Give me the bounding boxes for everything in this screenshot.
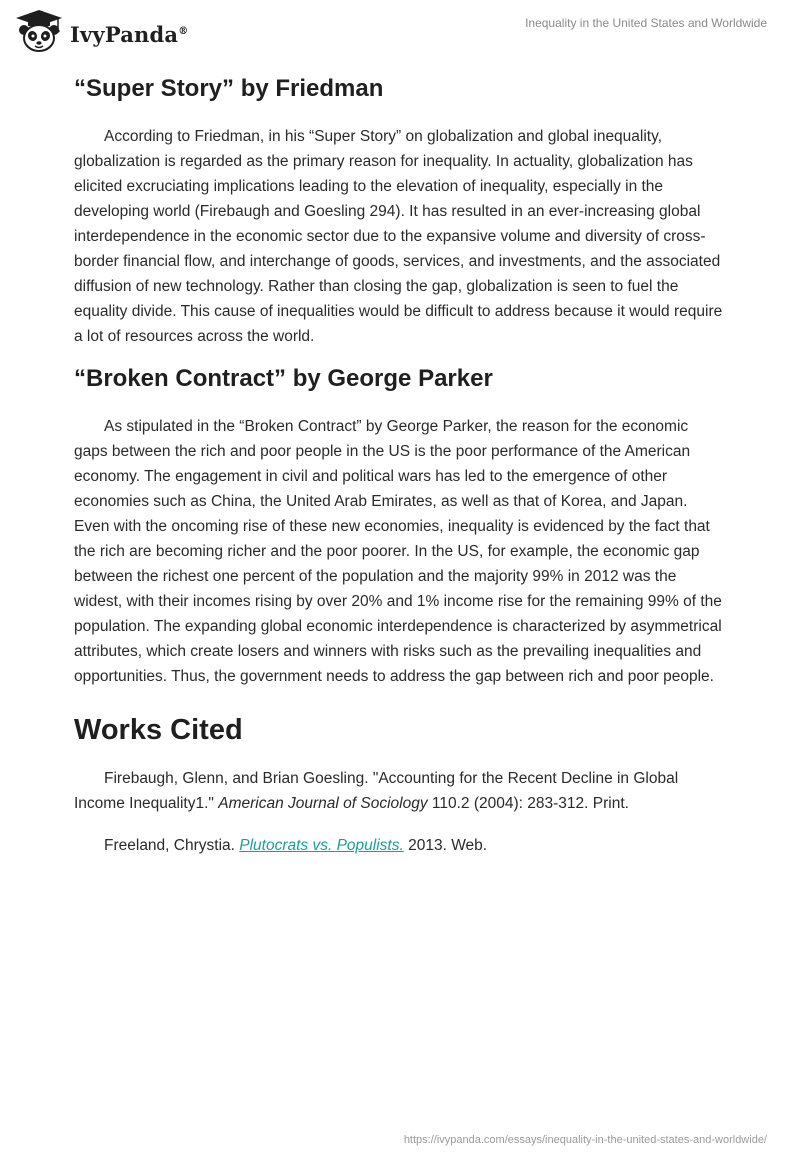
brand-logo[interactable] [14, 8, 188, 54]
brand-name: IvyPanda® [70, 21, 189, 47]
citation-freeland [74, 833, 724, 858]
essay-content [74, 74, 724, 858]
section-heading-broken-contract: “Broken Contract” by George Parker [74, 365, 493, 392]
citation-freeland-tail: 2013. Web. [403, 837, 488, 854]
citation-firebaugh-tail: 110.2 (2004): 283-312. Print. [427, 795, 629, 812]
section-paragraph-broken-contract: As stipulated in the “Broken Contract” by George Parker, the reason for the economic gaps between the rich and poor people in the US is the poor performance of the American economy. The engagement in civil and political wars has led to the emergence of other economies such as China, the United Arab Emirates, as well as that of Korea, and Japan. Even with the oncoming rise of these new economies, inequality is evidenced by the fact that the rich are becoming richer and the poor poorer. In the US, for example, the economic gap between the richest one percent of the population and the majority 99% in 2012 was the widest, with their incomes rising by over 20% and 1% income rise for the remaining 99% of the population. The expanding global economic interdependence is characterized by asymmetrical attributes, which create losers and winners with risks such as the prevailing inequalities and opportunities. Thus, the government needs to address the gap between rich and poor people. [74, 418, 722, 685]
citation-firebaugh [74, 766, 724, 816]
panda-graduate-icon [14, 8, 64, 54]
citation-firebaugh-journal: American Journal of Sociology [218, 795, 428, 812]
citation-freeland-lead: Freeland, Chrystia. [104, 837, 240, 854]
citation-firebaugh-lead: Firebaugh, Glenn, and Brian Goesling. "Accounting for the Recent Decline in Global Income Inequality1." [74, 770, 679, 812]
citation-freeland-link[interactable]: Plutocrats vs. Populists. [239, 837, 404, 854]
page-header [0, 0, 800, 70]
section-paragraph-super-story: According to Friedman, in his “Super Story” on globalization and global inequality, globalization is regarded as the primary reason for inequality. In actuality, globalization has elicited excruciating implications leading to the elevation of inequality, especially in the developing world (Firebaugh and Goesling 294). It has resulted in an ever-increasing global interdependence in the economic sector due to the expansive volume and diversity of cross-border financial flow, and interchange of goods, services, and investments, and the associated diffusion of new technology. Rather than closing the gap, globalization is seen to fuel the equality divide. This cause of inequalities would be difficult to address because it would require a lot of resources across the world. [74, 128, 723, 345]
source-url[interactable]: https://ivypanda.com/essays/inequality-in-the-united-states-and-worldwide/ [403, 1134, 767, 1146]
section-heading-super-story: “Super Story” by Friedman [74, 75, 384, 102]
works-cited-heading: Works Cited [74, 714, 243, 746]
document-title: Inequality in the United States and Worldwide [525, 16, 767, 30]
